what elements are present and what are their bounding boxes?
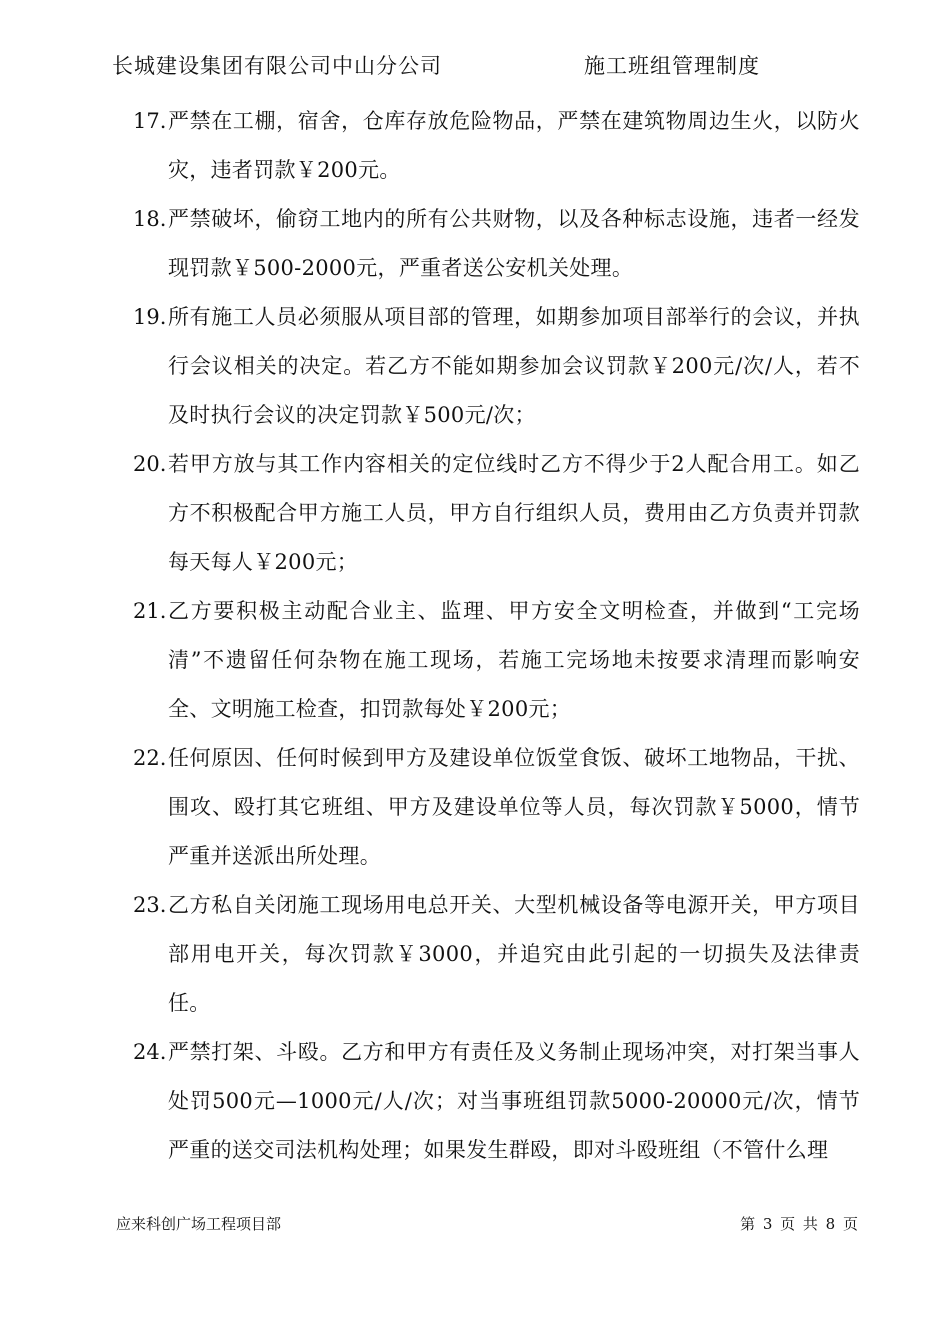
footer-page-info: 第 3 页 共 8 页 — [740, 1215, 858, 1233]
item-text: 乙方要积极主动配合业主、监理、甲方安全文明检查，并做到“工完场清”不遗留任何杂物在施工现场，若施工完场地未按要求清理而影响安全、文明施工检查，扣罚款每处￥200元； — [168, 599, 860, 721]
item-number: 21. — [133, 599, 167, 623]
footer-project: 应来科创广场工程项目部 — [116, 1215, 282, 1233]
list-item — [0, 734, 950, 881]
item-number: 23. — [133, 893, 167, 917]
list-item — [0, 1028, 950, 1175]
header-company: 长城建设集团有限公司中山分公司 — [112, 54, 442, 78]
item-text: 严禁在工棚，宿舍，仓库存放危险物品，严禁在建筑物周边生火，以防火灾，违者罚款￥200元。 — [168, 109, 860, 182]
list-item — [0, 587, 950, 734]
item-text: 任何原因、任何时候到甲方及建设单位饭堂食饭、破坏工地物品，干扰、围攻、殴打其它班组、甲方及建设单位等人员，每次罚款￥5000，情节严重并送派出所处理。 — [168, 746, 860, 868]
item-number: 22. — [133, 746, 167, 770]
list-item — [0, 97, 950, 195]
item-text: 严禁破坏，偷窃工地内的所有公共财物，以及各种标志设施，违者一经发现罚款￥500-2000元，严重者送公安机关处理。 — [168, 207, 860, 280]
item-number: 20. — [133, 452, 167, 476]
item-text: 所有施工人员必须服从项目部的管理，如期参加项目部举行的会议，并执行会议相关的决定。若乙方不能如期参加会议罚款￥200元/次/人，若不及时执行会议的决定罚款￥500元/次； — [168, 305, 860, 427]
item-text: 乙方私自关闭施工现场用电总开关、大型机械设备等电源开关，甲方项目部用电开关，每次罚款￥3000，并追究由此引起的一切损失及法律责任。 — [168, 893, 860, 1015]
list-item — [0, 440, 950, 587]
item-text: 严禁打架、斗殴。乙方和甲方有责任及义务制止现场冲突，对打架当事人处罚500元—1000元/人/次；对当事班组罚款5000-20000元/次，情节严重的送交司法机构处理；如果发生群殴，即对斗殴班组（不管什么理 — [168, 1040, 860, 1162]
header-doc-title: 施工班组管理制度 — [584, 54, 760, 78]
list-item — [0, 293, 950, 440]
item-number: 24. — [133, 1040, 167, 1064]
item-text: 若甲方放与其工作内容相关的定位线时乙方不得少于2人配合用工。如乙方不积极配合甲方施工人员，甲方自行组织人员，费用由乙方负责并罚款每天每人￥200元； — [168, 452, 860, 574]
document-body — [0, 97, 950, 1175]
item-number: 18. — [133, 207, 167, 231]
item-number: 19. — [133, 305, 167, 329]
list-item — [0, 195, 950, 293]
item-number: 17. — [133, 109, 167, 133]
list-item — [0, 881, 950, 1028]
